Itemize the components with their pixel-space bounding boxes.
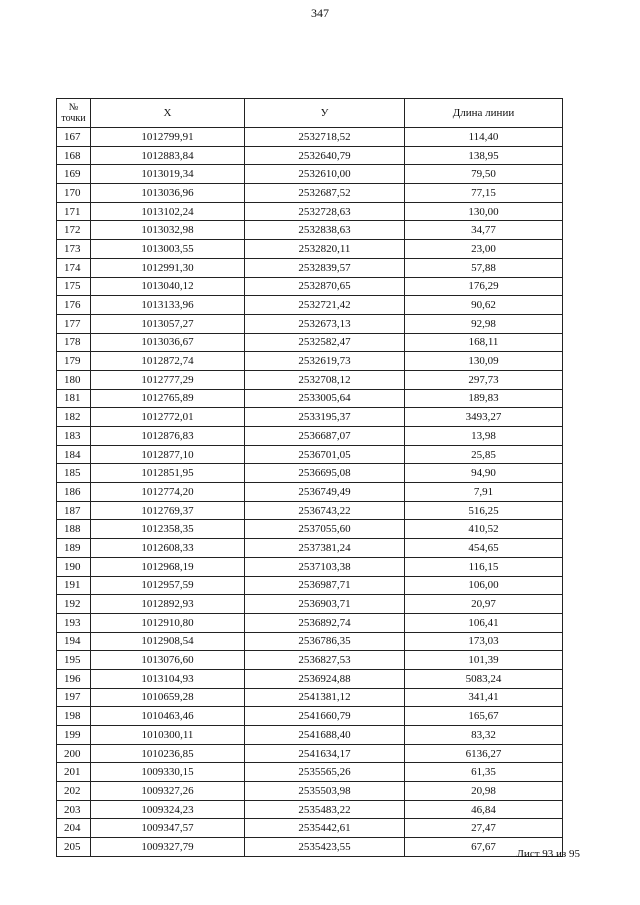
x-coordinate-cell: 1012883,84: [91, 146, 245, 165]
line-length-cell: 92,98: [405, 314, 563, 333]
line-length-cell: 34,77: [405, 221, 563, 240]
table-row: [57, 501, 563, 520]
point-number-cell: 172: [57, 221, 91, 240]
table-row: [57, 221, 563, 240]
y-coordinate-cell: 2532838,63: [245, 221, 405, 240]
x-coordinate-cell: 1012799,91: [91, 128, 245, 147]
line-length-cell: 20,97: [405, 595, 563, 614]
line-length-cell: 20,98: [405, 782, 563, 801]
table-row: [57, 314, 563, 333]
x-coordinate-cell: 1013104,93: [91, 669, 245, 688]
line-length-cell: 25,85: [405, 445, 563, 464]
x-coordinate-cell: 1012774,20: [91, 483, 245, 502]
x-coordinate-cell: 1012872,74: [91, 352, 245, 371]
y-coordinate-cell: 2536695,08: [245, 464, 405, 483]
x-coordinate-cell: 1012608,33: [91, 539, 245, 558]
line-length-cell: 454,65: [405, 539, 563, 558]
point-number-cell: 205: [57, 838, 91, 857]
x-coordinate-cell: 1012908,54: [91, 632, 245, 651]
line-length-cell: 116,15: [405, 557, 563, 576]
x-coordinate-cell: 1009327,26: [91, 782, 245, 801]
y-coordinate-cell: 2532718,52: [245, 128, 405, 147]
point-number-cell: 182: [57, 408, 91, 427]
x-coordinate-cell: 1013076,60: [91, 651, 245, 670]
y-coordinate-cell: 2532582,47: [245, 333, 405, 352]
x-coordinate-cell: 1012876,83: [91, 427, 245, 446]
coordinates-table: [56, 98, 563, 857]
table-row: [57, 277, 563, 296]
line-length-cell: 106,00: [405, 576, 563, 595]
table-body: [57, 128, 563, 857]
header-point-number-label: точки: [61, 113, 86, 124]
point-number-cell: 175: [57, 277, 91, 296]
y-coordinate-cell: 2532640,79: [245, 146, 405, 165]
x-coordinate-cell: 1009324,23: [91, 800, 245, 819]
table-row: [57, 240, 563, 259]
point-number-cell: 184: [57, 445, 91, 464]
line-length-cell: 61,35: [405, 763, 563, 782]
line-length-cell: 3493,27: [405, 408, 563, 427]
x-coordinate-cell: 1013102,24: [91, 202, 245, 221]
table-row: [57, 352, 563, 371]
point-number-cell: 168: [57, 146, 91, 165]
line-length-cell: 27,47: [405, 819, 563, 838]
x-coordinate-cell: 1012777,29: [91, 370, 245, 389]
point-number-cell: 194: [57, 632, 91, 651]
x-coordinate-cell: 1012910,80: [91, 613, 245, 632]
table-row: [57, 819, 563, 838]
point-number-cell: 180: [57, 370, 91, 389]
table-row: [57, 296, 563, 315]
x-coordinate-cell: 1013040,12: [91, 277, 245, 296]
table-row: [57, 744, 563, 763]
y-coordinate-cell: 2536827,53: [245, 651, 405, 670]
table-row: [57, 520, 563, 539]
x-coordinate-cell: 1013032,98: [91, 221, 245, 240]
line-length-cell: 101,39: [405, 651, 563, 670]
y-coordinate-cell: 2532708,12: [245, 370, 405, 389]
table-row: [57, 838, 563, 857]
table-row: [57, 445, 563, 464]
table-row: [57, 557, 563, 576]
table-row: [57, 258, 563, 277]
line-length-cell: 94,90: [405, 464, 563, 483]
line-length-cell: 57,88: [405, 258, 563, 277]
y-coordinate-cell: 2541381,12: [245, 688, 405, 707]
table-row: [57, 632, 563, 651]
point-number-cell: 183: [57, 427, 91, 446]
point-number-cell: 173: [57, 240, 91, 259]
table-row: [57, 146, 563, 165]
table-row: [57, 613, 563, 632]
table-row: [57, 333, 563, 352]
point-number-cell: 202: [57, 782, 91, 801]
x-coordinate-cell: 1013057,27: [91, 314, 245, 333]
header-point-number-symbol: №: [68, 102, 79, 113]
line-length-cell: 13,98: [405, 427, 563, 446]
line-length-cell: 165,67: [405, 707, 563, 726]
table-row: [57, 165, 563, 184]
y-coordinate-cell: 2533195,37: [245, 408, 405, 427]
y-coordinate-cell: 2532610,00: [245, 165, 405, 184]
point-number-cell: 198: [57, 707, 91, 726]
y-coordinate-cell: 2532820,11: [245, 240, 405, 259]
header-y: У: [245, 99, 405, 128]
y-coordinate-cell: 2535442,61: [245, 819, 405, 838]
point-number-cell: 199: [57, 726, 91, 745]
line-length-cell: 173,03: [405, 632, 563, 651]
x-coordinate-cell: 1013133,96: [91, 296, 245, 315]
line-length-cell: 6136,27: [405, 744, 563, 763]
y-coordinate-cell: 2535423,55: [245, 838, 405, 857]
line-length-cell: 106,41: [405, 613, 563, 632]
x-coordinate-cell: 1012769,37: [91, 501, 245, 520]
y-coordinate-cell: 2536924,88: [245, 669, 405, 688]
y-coordinate-cell: 2541634,17: [245, 744, 405, 763]
point-number-cell: 170: [57, 184, 91, 203]
point-number-cell: 176: [57, 296, 91, 315]
table-row: [57, 389, 563, 408]
table-row: [57, 370, 563, 389]
x-coordinate-cell: 1013019,34: [91, 165, 245, 184]
line-length-cell: 189,83: [405, 389, 563, 408]
x-coordinate-cell: 1009347,57: [91, 819, 245, 838]
point-number-cell: 204: [57, 819, 91, 838]
y-coordinate-cell: 2532870,65: [245, 277, 405, 296]
x-coordinate-cell: 1010659,28: [91, 688, 245, 707]
point-number-cell: 196: [57, 669, 91, 688]
table-row: [57, 726, 563, 745]
y-coordinate-cell: 2541688,40: [245, 726, 405, 745]
y-coordinate-cell: 2532721,42: [245, 296, 405, 315]
point-number-cell: 200: [57, 744, 91, 763]
table-header-row: [57, 99, 563, 128]
y-coordinate-cell: 2532687,52: [245, 184, 405, 203]
point-number-cell: 190: [57, 557, 91, 576]
table-row: [57, 688, 563, 707]
line-length-cell: 410,52: [405, 520, 563, 539]
table-row: [57, 464, 563, 483]
y-coordinate-cell: 2532728,63: [245, 202, 405, 221]
x-coordinate-cell: 1009327,79: [91, 838, 245, 857]
point-number-cell: 174: [57, 258, 91, 277]
line-length-cell: 67,67: [405, 838, 563, 857]
y-coordinate-cell: 2536687,07: [245, 427, 405, 446]
sheet-info: Лист 93 из 95: [516, 848, 580, 860]
point-number-cell: 197: [57, 688, 91, 707]
line-length-cell: 114,40: [405, 128, 563, 147]
x-coordinate-cell: 1009330,15: [91, 763, 245, 782]
y-coordinate-cell: 2535503,98: [245, 782, 405, 801]
table-row: [57, 427, 563, 446]
point-number-cell: 195: [57, 651, 91, 670]
line-length-cell: 341,41: [405, 688, 563, 707]
point-number-cell: 169: [57, 165, 91, 184]
page-number: 347: [311, 6, 329, 20]
line-length-cell: 77,15: [405, 184, 563, 203]
y-coordinate-cell: 2537055,60: [245, 520, 405, 539]
point-number-cell: 203: [57, 800, 91, 819]
x-coordinate-cell: 1012892,93: [91, 595, 245, 614]
y-coordinate-cell: 2535565,26: [245, 763, 405, 782]
y-coordinate-cell: 2537103,38: [245, 557, 405, 576]
table-row: [57, 408, 563, 427]
header-x: X: [91, 99, 245, 128]
line-length-cell: 138,95: [405, 146, 563, 165]
line-length-cell: 90,62: [405, 296, 563, 315]
table-row: [57, 202, 563, 221]
line-length-cell: 130,00: [405, 202, 563, 221]
line-length-cell: 168,11: [405, 333, 563, 352]
line-length-cell: 130,09: [405, 352, 563, 371]
y-coordinate-cell: 2536892,74: [245, 613, 405, 632]
table-row: [57, 651, 563, 670]
y-coordinate-cell: 2537381,24: [245, 539, 405, 558]
x-coordinate-cell: 1012957,59: [91, 576, 245, 595]
line-length-cell: 297,73: [405, 370, 563, 389]
x-coordinate-cell: 1013036,67: [91, 333, 245, 352]
line-length-cell: 46,84: [405, 800, 563, 819]
line-length-cell: 176,29: [405, 277, 563, 296]
header-line-length: Длина линии: [405, 99, 563, 128]
point-number-cell: 193: [57, 613, 91, 632]
table-row: [57, 763, 563, 782]
point-number-cell: 167: [57, 128, 91, 147]
y-coordinate-cell: 2536786,35: [245, 632, 405, 651]
line-length-cell: 23,00: [405, 240, 563, 259]
point-number-cell: 189: [57, 539, 91, 558]
line-length-cell: 79,50: [405, 165, 563, 184]
table-row: [57, 184, 563, 203]
line-length-cell: 7,91: [405, 483, 563, 502]
y-coordinate-cell: 2541660,79: [245, 707, 405, 726]
y-coordinate-cell: 2535483,22: [245, 800, 405, 819]
x-coordinate-cell: 1012877,10: [91, 445, 245, 464]
table-row: [57, 800, 563, 819]
point-number-cell: 171: [57, 202, 91, 221]
y-coordinate-cell: 2532839,57: [245, 258, 405, 277]
y-coordinate-cell: 2532673,13: [245, 314, 405, 333]
y-coordinate-cell: 2536903,71: [245, 595, 405, 614]
table-row: [57, 576, 563, 595]
point-number-cell: 177: [57, 314, 91, 333]
point-number-cell: 187: [57, 501, 91, 520]
y-coordinate-cell: 2536987,71: [245, 576, 405, 595]
header-point-number: [57, 99, 91, 128]
point-number-cell: 192: [57, 595, 91, 614]
point-number-cell: 185: [57, 464, 91, 483]
point-number-cell: 191: [57, 576, 91, 595]
x-coordinate-cell: 1012991,30: [91, 258, 245, 277]
y-coordinate-cell: 2536749,49: [245, 483, 405, 502]
y-coordinate-cell: 2533005,64: [245, 389, 405, 408]
x-coordinate-cell: 1010300,11: [91, 726, 245, 745]
x-coordinate-cell: 1010236,85: [91, 744, 245, 763]
point-number-cell: 181: [57, 389, 91, 408]
x-coordinate-cell: 1010463,46: [91, 707, 245, 726]
line-length-cell: 5083,24: [405, 669, 563, 688]
point-number-cell: 178: [57, 333, 91, 352]
x-coordinate-cell: 1012968,19: [91, 557, 245, 576]
y-coordinate-cell: 2532619,73: [245, 352, 405, 371]
x-coordinate-cell: 1012765,89: [91, 389, 245, 408]
x-coordinate-cell: 1013003,55: [91, 240, 245, 259]
x-coordinate-cell: 1012851,95: [91, 464, 245, 483]
table-row: [57, 539, 563, 558]
line-length-cell: 516,25: [405, 501, 563, 520]
table-row: [57, 669, 563, 688]
y-coordinate-cell: 2536743,22: [245, 501, 405, 520]
y-coordinate-cell: 2536701,05: [245, 445, 405, 464]
line-length-cell: 83,32: [405, 726, 563, 745]
table-row: [57, 595, 563, 614]
x-coordinate-cell: 1012358,35: [91, 520, 245, 539]
point-number-cell: 186: [57, 483, 91, 502]
point-number-cell: 188: [57, 520, 91, 539]
table-row: [57, 128, 563, 147]
x-coordinate-cell: 1013036,96: [91, 184, 245, 203]
table-row: [57, 782, 563, 801]
point-number-cell: 179: [57, 352, 91, 371]
table-row: [57, 483, 563, 502]
point-number-cell: 201: [57, 763, 91, 782]
x-coordinate-cell: 1012772,01: [91, 408, 245, 427]
table-row: [57, 707, 563, 726]
